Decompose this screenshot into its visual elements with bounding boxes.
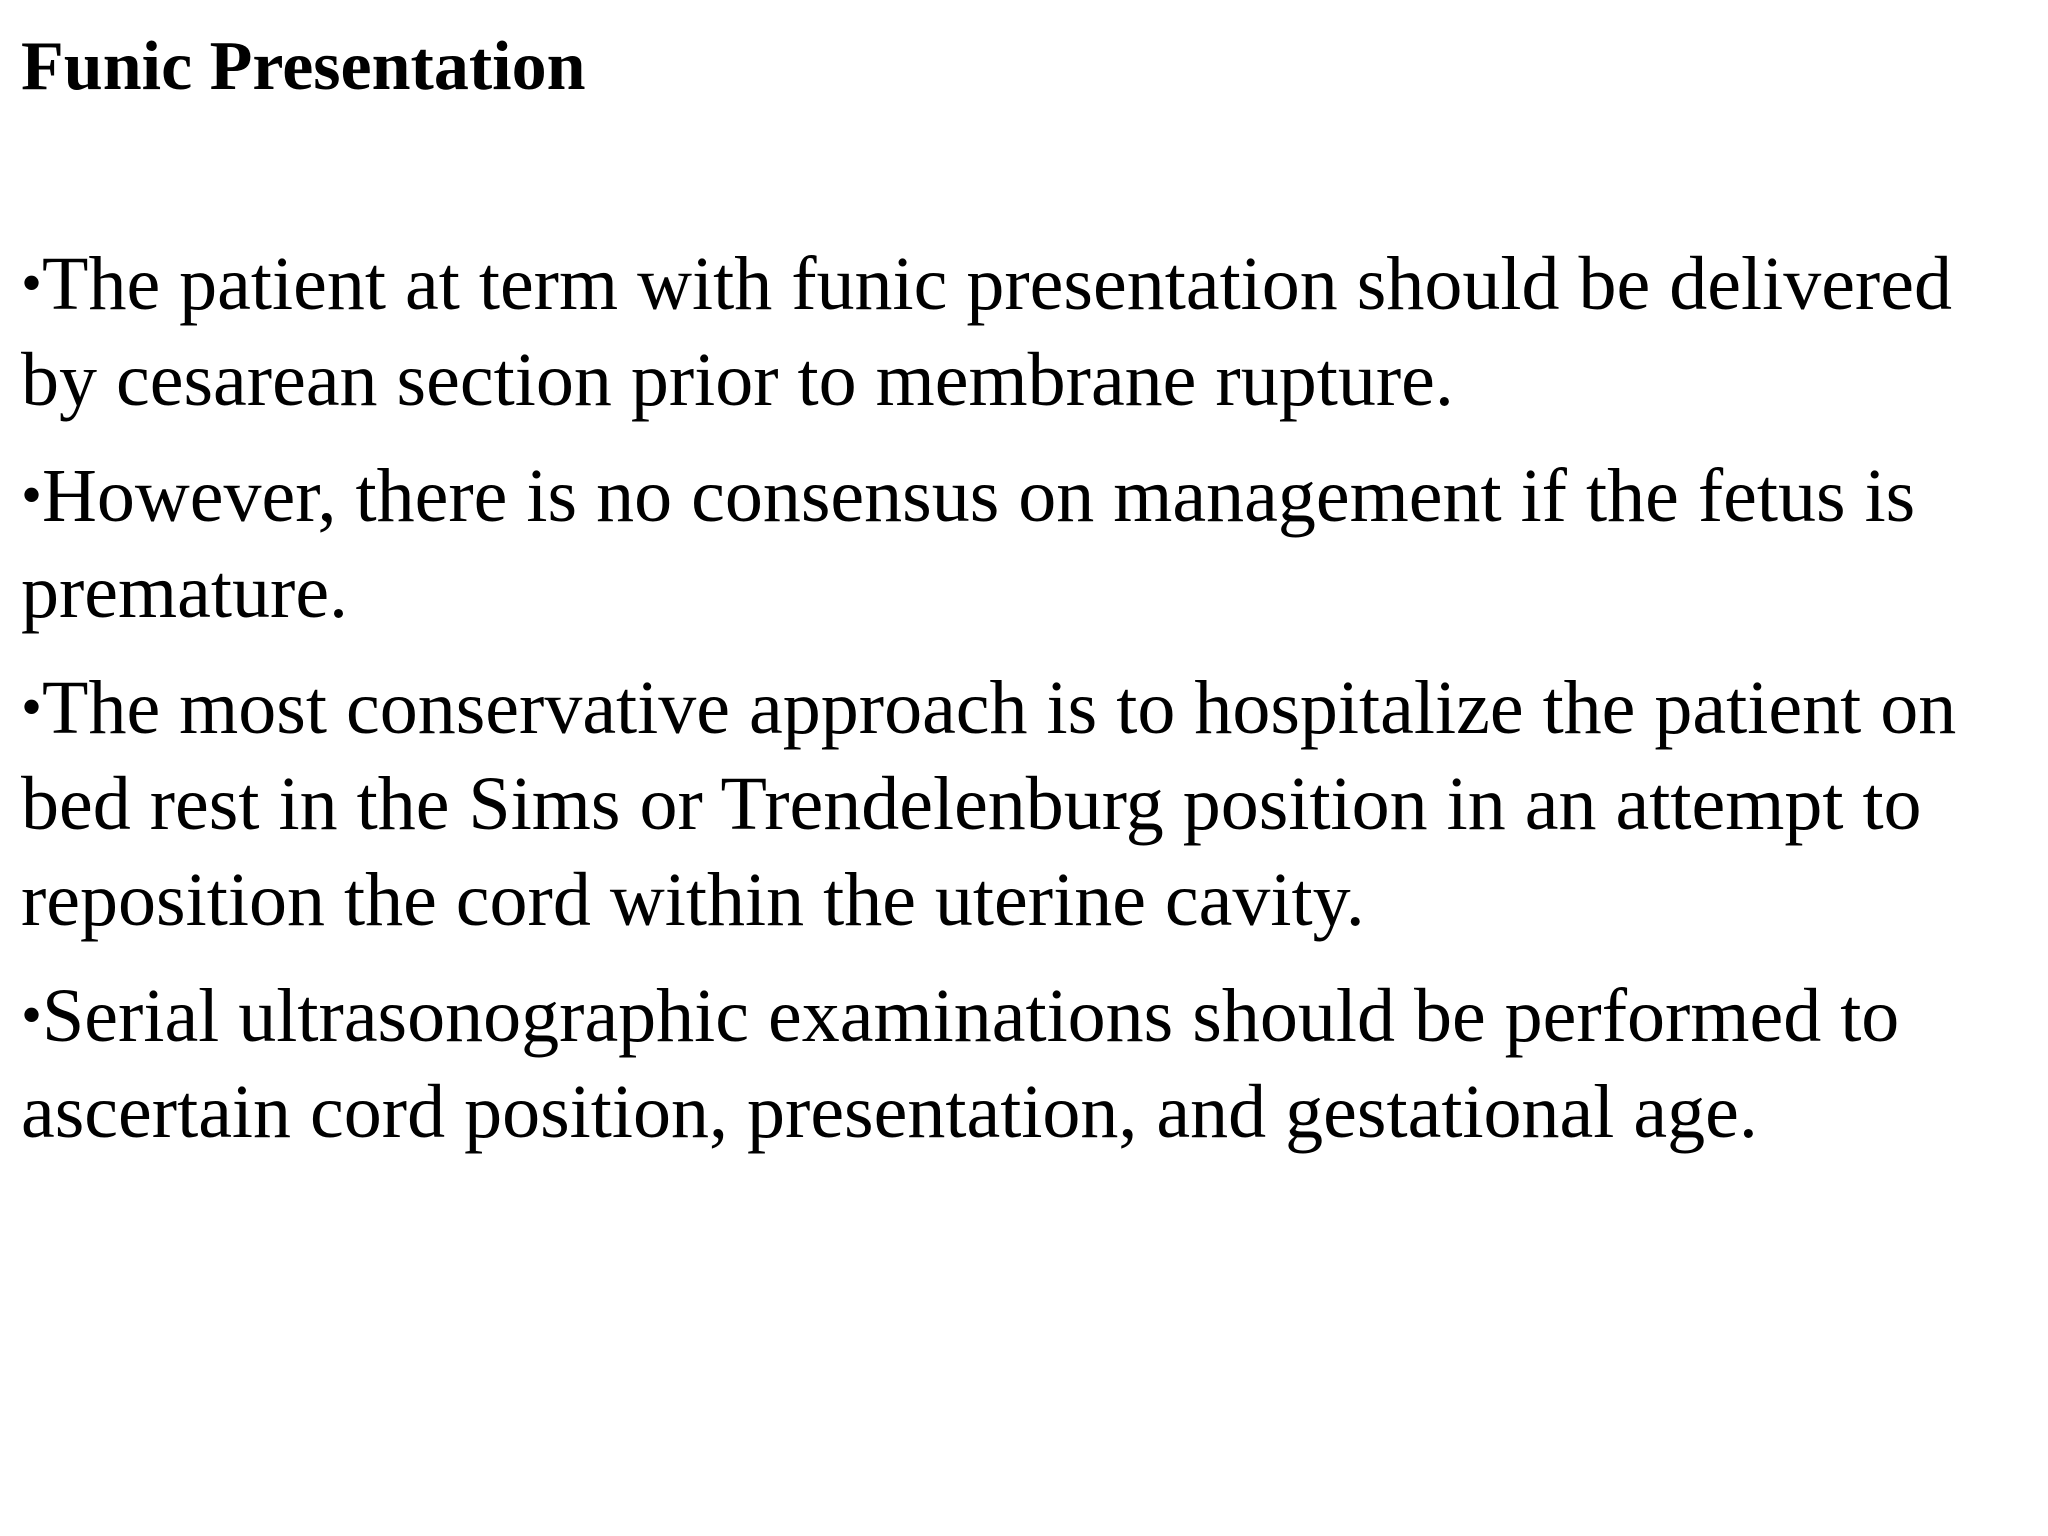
slide-title: Funic Presentation xyxy=(21,28,586,105)
bullet-text: However, there is no consensus on management if the fetus is premature. xyxy=(21,454,1916,634)
bullet-item xyxy=(21,235,2036,428)
bullet-text: The most conservative approach is to hospitalize the patient on bed rest in the Sims or Trendelenburg position in an attempt to reposition the cord within the uterine cavity. xyxy=(21,666,1957,942)
bullet-marker: • xyxy=(21,982,43,1048)
bullet-marker: • xyxy=(21,462,43,528)
bullet-item xyxy=(21,659,2036,948)
bullet-marker: • xyxy=(21,250,43,316)
bullet-list xyxy=(21,235,2036,1179)
bullet-item xyxy=(21,447,2036,640)
bullet-text: The patient at term with funic presentation should be delivered by cesarean section prior to membrane rupture. xyxy=(21,242,1952,422)
bullet-marker: • xyxy=(21,674,43,740)
bullet-item xyxy=(21,967,2036,1160)
bullet-text: Serial ultrasonographic examinations should be performed to ascertain cord position, presentation, and gestational age. xyxy=(21,974,1900,1154)
